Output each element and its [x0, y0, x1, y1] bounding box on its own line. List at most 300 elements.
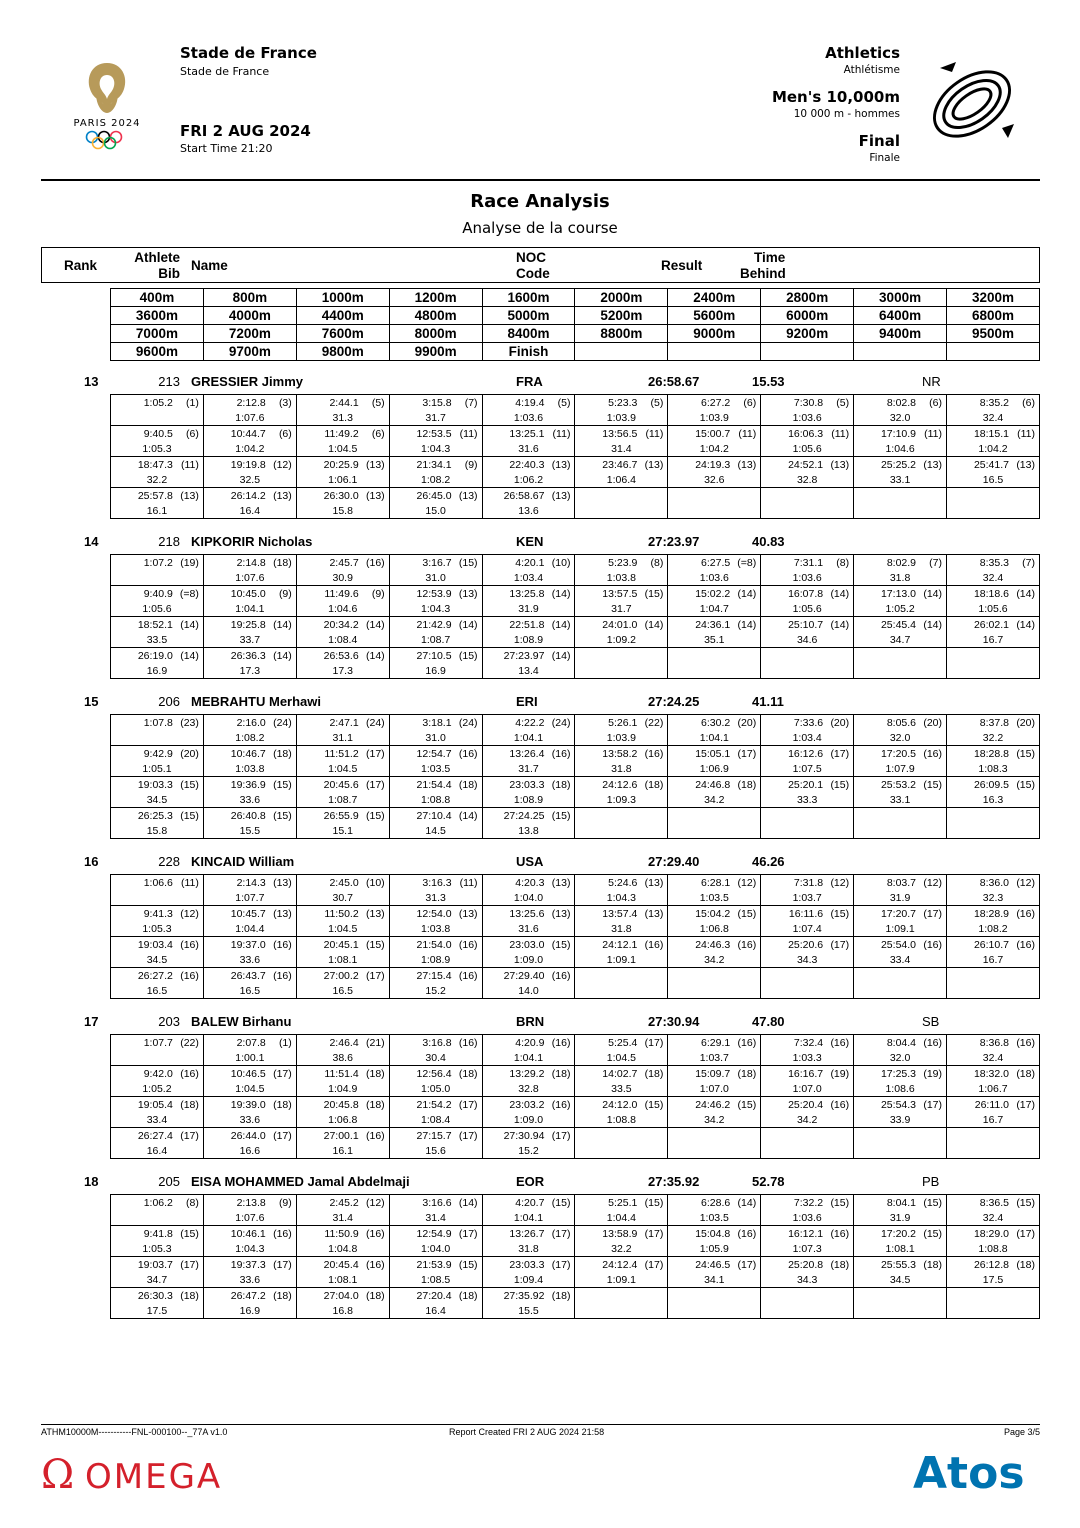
- split-cell-content: [111, 746, 203, 776]
- split-position: (18): [365, 1099, 385, 1111]
- event-name: Men's 10,000m: [771, 88, 900, 106]
- split-position: (14): [551, 619, 571, 631]
- lap-time: 31.6: [518, 443, 539, 455]
- split-position: (20): [923, 717, 943, 729]
- lap-time: 16.5: [146, 985, 168, 997]
- split-position: (15): [923, 1228, 943, 1240]
- atos-logo-text: Atos: [913, 1448, 1025, 1496]
- split-row: [111, 777, 1040, 808]
- split-cell-content: [111, 1066, 203, 1096]
- split-cell: [389, 1195, 482, 1226]
- split-cell: [389, 488, 482, 519]
- split-cell: [482, 426, 575, 457]
- split-time: 13:25.6: [509, 908, 545, 920]
- split-position: (17): [830, 748, 850, 760]
- split-cell-content: [761, 1035, 853, 1065]
- split-cell: [203, 1128, 296, 1159]
- athlete-name: KINCAID William: [191, 854, 295, 869]
- split-cell-content: [761, 586, 853, 616]
- split-cell-content: [390, 617, 482, 647]
- split-cell: [389, 808, 482, 839]
- split-cell-content: [483, 457, 575, 487]
- lap-time: 31.4: [611, 443, 632, 455]
- lap-time: 1:09.0: [513, 1114, 544, 1126]
- split-time: 10:44.7: [230, 428, 266, 440]
- split-cell: [296, 617, 389, 648]
- lap-time: 1:03.5: [421, 763, 451, 775]
- split-position: (14): [923, 619, 943, 631]
- split-position: (14): [365, 619, 385, 631]
- split-position: (16): [458, 748, 478, 760]
- split-cell-content: [204, 555, 296, 585]
- lap-time: 16.9: [146, 665, 168, 677]
- split-time: 15:02.2: [695, 588, 731, 600]
- athlete-block: [0, 1172, 1080, 1322]
- split-position: (8): [836, 557, 850, 569]
- split-cell-content: [390, 586, 482, 616]
- split-cell: [296, 1035, 389, 1066]
- lap-time: 32.2: [982, 732, 1004, 744]
- split-position: (14): [1016, 619, 1035, 631]
- event-name-fr: 10 000 m - hommes: [793, 108, 900, 120]
- split-position: (19): [830, 1068, 850, 1080]
- split-row: [111, 457, 1040, 488]
- split-cell: [389, 746, 482, 777]
- split-position: (16): [180, 939, 199, 951]
- athlete-rank: 15: [84, 694, 99, 709]
- split-cell: [203, 395, 296, 426]
- split-label: [761, 343, 854, 361]
- lap-time: 32.4: [982, 1212, 1004, 1224]
- split-position: (12): [273, 459, 292, 471]
- split-label: 1600m: [482, 289, 575, 307]
- split-time: 27:29.40: [503, 970, 545, 982]
- split-label: 6000m: [761, 307, 854, 325]
- split-cell-content: [575, 555, 667, 585]
- split-cell-content: [111, 715, 203, 745]
- lap-time: 1:08.7: [328, 794, 358, 806]
- lap-time: 34.1: [704, 1274, 725, 1286]
- split-position: (16): [273, 970, 292, 982]
- split-cell-content: [575, 875, 667, 905]
- lap-time: 31.1: [332, 732, 353, 744]
- split-cell-content: [947, 1097, 1039, 1127]
- split-position: (13): [273, 877, 292, 889]
- split-cell-content: [947, 937, 1039, 967]
- split-time: 10:45.0: [230, 588, 266, 600]
- split-time: 25:54.0: [880, 939, 917, 951]
- split-cell-content: [668, 1066, 760, 1096]
- split-cell: [482, 648, 575, 679]
- split-time: 21:34.1: [416, 459, 452, 471]
- split-cell-content: [947, 1257, 1039, 1287]
- split-cell: [296, 746, 389, 777]
- split-cell-content: [854, 937, 946, 967]
- lap-time: 1:03.6: [513, 412, 544, 424]
- split-cell: [761, 937, 854, 968]
- split-position: (15): [644, 588, 664, 600]
- split-position: (14): [830, 619, 850, 631]
- split-cell: [203, 1097, 296, 1128]
- split-cell-content: [483, 586, 575, 616]
- split-cell: [296, 648, 389, 679]
- split-cell-content: [854, 1097, 946, 1127]
- col-noc: NOC: [516, 250, 546, 265]
- header-divider: [41, 179, 1040, 181]
- lap-time: 31.8: [889, 572, 911, 584]
- split-position: (15): [644, 1197, 664, 1209]
- split-cell: [947, 746, 1040, 777]
- lap-time: 1:07.7: [235, 892, 265, 904]
- lap-time: 1:04.8: [328, 1243, 358, 1255]
- split-cell-content: [204, 395, 296, 425]
- split-cell: [482, 937, 575, 968]
- lap-time: 17.5: [982, 1274, 1004, 1286]
- split-cell-content: [390, 488, 482, 518]
- empty-cell: [761, 808, 854, 839]
- lap-time: 1:07.5: [792, 763, 822, 775]
- lap-time: 1:04.9: [328, 1083, 358, 1095]
- split-time: 6:30.2: [701, 717, 731, 729]
- split-time: 24:46.3: [695, 939, 731, 951]
- split-time: 24:46.8: [695, 779, 731, 791]
- footer-divider: [41, 1424, 1040, 1425]
- split-label: 4800m: [389, 307, 482, 325]
- split-time: 18:28.9: [973, 908, 1009, 920]
- split-cell-content: [761, 1226, 853, 1256]
- lap-time: 1:03.9: [606, 412, 636, 424]
- split-row: [111, 617, 1040, 648]
- split-position: (6): [371, 428, 385, 440]
- lap-time: 15.5: [239, 825, 261, 837]
- split-position: (17): [273, 1130, 292, 1142]
- split-cell-content: [947, 586, 1039, 616]
- empty-cell: [854, 1128, 947, 1159]
- split-cell: [668, 906, 761, 937]
- split-cell: [203, 1035, 296, 1066]
- split-position: (13): [923, 459, 943, 471]
- split-cell: [947, 1066, 1040, 1097]
- split-cell-content: [761, 746, 853, 776]
- split-position: (14): [737, 1197, 757, 1209]
- split-cell-content: [297, 777, 389, 807]
- split-position: (13): [830, 459, 850, 471]
- split-position: (9): [464, 459, 478, 471]
- lap-time: 33.1: [889, 474, 911, 486]
- split-time: 26:43.7: [230, 970, 266, 982]
- split-cell-content: [204, 617, 296, 647]
- split-cell-content: [668, 1257, 760, 1287]
- split-position: (16): [1016, 908, 1035, 920]
- split-cell: [575, 906, 668, 937]
- split-cell: [854, 746, 947, 777]
- split-time: 25:20.4: [788, 1099, 824, 1111]
- split-position: (13): [458, 908, 478, 920]
- split-position: (20): [1016, 717, 1035, 729]
- split-label: 7000m: [111, 325, 204, 343]
- split-cell: [111, 426, 204, 457]
- split-cell: [854, 395, 947, 426]
- col-behind: Behind: [740, 266, 786, 281]
- split-position: (16): [180, 970, 199, 982]
- split-label: 8800m: [575, 325, 668, 343]
- split-cell: [668, 1257, 761, 1288]
- split-cell: [203, 715, 296, 746]
- split-time: 1:05.2: [143, 397, 173, 409]
- split-time: 15:04.8: [695, 1228, 731, 1240]
- split-label-row: [111, 343, 1040, 361]
- split-cell-content: [947, 426, 1039, 456]
- lap-time: 34.7: [889, 634, 911, 646]
- lap-time: 1:09.1: [606, 954, 636, 966]
- split-cell-content: [668, 1226, 760, 1256]
- split-label: 9200m: [761, 325, 854, 343]
- athlete-header: [0, 372, 1080, 390]
- split-time: 19:25.8: [230, 619, 266, 631]
- athlete-noc: FRA: [516, 374, 543, 389]
- split-cell-content: [761, 1195, 853, 1225]
- split-cell-content: [390, 457, 482, 487]
- split-time: 27:00.1: [323, 1130, 359, 1142]
- split-time: 26:27.4: [137, 1130, 173, 1142]
- split-position: (15): [180, 810, 199, 822]
- split-cell-content: [111, 808, 203, 838]
- split-cell: [668, 555, 761, 586]
- lap-time: 1:04.2: [978, 443, 1008, 455]
- split-cell: [482, 1226, 575, 1257]
- split-position: (17): [1016, 1099, 1035, 1111]
- lap-time: 34.2: [796, 1114, 818, 1126]
- lap-time: 33.7: [239, 634, 261, 646]
- lap-time: 1:03.8: [606, 572, 636, 584]
- split-cell-content: [668, 1035, 760, 1065]
- split-cell: [111, 586, 204, 617]
- split-time: 2:44.1: [329, 397, 359, 409]
- split-cell: [389, 777, 482, 808]
- lap-time: 1:06.2: [513, 474, 544, 486]
- split-position: (24): [551, 717, 571, 729]
- split-time: 21:54.0: [416, 939, 452, 951]
- split-cell: [111, 555, 204, 586]
- split-position: (=8): [737, 557, 757, 569]
- split-position: (16): [551, 970, 571, 982]
- athlete-bib: 203: [158, 1014, 180, 1029]
- split-cell-content: [297, 937, 389, 967]
- split-cell: [203, 1066, 296, 1097]
- split-time: 13:56.5: [602, 428, 638, 440]
- empty-cell: [668, 648, 761, 679]
- split-time: 26:14.2: [230, 490, 266, 502]
- split-cell: [761, 1097, 854, 1128]
- split-position: (15): [830, 1197, 850, 1209]
- split-time: 1:06.6: [143, 877, 173, 889]
- split-cell-content: [390, 426, 482, 456]
- split-cell-content: [854, 715, 946, 745]
- lap-time: 1:08.8: [606, 1114, 636, 1126]
- split-cell-content: [297, 906, 389, 936]
- lap-time: 16.7: [982, 954, 1004, 966]
- split-row: [111, 746, 1040, 777]
- split-time: 20:34.2: [323, 619, 359, 631]
- split-position: (13): [180, 490, 199, 502]
- split-position: (17): [644, 1037, 664, 1049]
- split-cell: [761, 555, 854, 586]
- athlete-block: [0, 1012, 1080, 1162]
- split-label: 8400m: [482, 325, 575, 343]
- split-cell: [761, 1035, 854, 1066]
- athlete-split-table: [110, 554, 1040, 679]
- split-cell-content: [204, 1066, 296, 1096]
- empty-cell: [668, 488, 761, 519]
- split-time: 4:20.1: [515, 557, 545, 569]
- split-cell: [203, 555, 296, 586]
- split-cell: [947, 1257, 1040, 1288]
- empty-cell: [761, 1128, 854, 1159]
- split-cell: [203, 1257, 296, 1288]
- split-cell-content: [297, 395, 389, 425]
- split-label-row: [111, 307, 1040, 325]
- lap-time: 1:05.1: [142, 763, 172, 775]
- split-time: 26:12.8: [973, 1259, 1009, 1271]
- split-cell: [575, 586, 668, 617]
- athlete-bib: 228: [158, 854, 180, 869]
- lap-time: 16.9: [239, 1305, 261, 1317]
- split-cell: [854, 1195, 947, 1226]
- split-time: 26:10.7: [973, 939, 1009, 951]
- split-cell: [761, 906, 854, 937]
- lap-time: 1:03.5: [699, 1212, 729, 1224]
- lap-time: 34.5: [889, 1274, 911, 1286]
- split-label: 8000m: [389, 325, 482, 343]
- lap-time: 1:09.2: [606, 634, 636, 646]
- split-time: 2:45.2: [329, 1197, 359, 1209]
- split-time: 27:35.92: [503, 1290, 545, 1302]
- split-label: 9500m: [947, 325, 1040, 343]
- split-time: 9:40.5: [143, 428, 173, 440]
- split-cell-content: [854, 426, 946, 456]
- lap-time: 32.6: [704, 474, 725, 486]
- split-cell: [854, 586, 947, 617]
- split-time: 13:57.4: [602, 908, 638, 920]
- lap-time: 31.6: [518, 923, 539, 935]
- split-position: (14): [458, 810, 478, 822]
- lap-time: 31.4: [332, 1212, 353, 1224]
- athlete-result: 27:30.94: [648, 1014, 700, 1029]
- split-position: (16): [365, 1130, 385, 1142]
- split-cell-content: [668, 586, 760, 616]
- split-position: (18): [180, 1099, 199, 1111]
- split-cell: [389, 1288, 482, 1319]
- split-cell-content: [575, 1066, 667, 1096]
- split-cell: [389, 1128, 482, 1159]
- split-position: (6): [186, 428, 199, 440]
- venue-subtitle: Stade de France: [180, 65, 270, 78]
- split-label: 6800m: [947, 307, 1040, 325]
- split-position: (15): [273, 779, 292, 791]
- lap-time: 1:06.8: [699, 923, 729, 935]
- col-result: Result: [661, 258, 703, 273]
- split-time: 5:24.6: [608, 877, 638, 889]
- athlete-noc: ERI: [516, 694, 538, 709]
- empty-cell: [854, 968, 947, 999]
- lap-time: 33.5: [146, 634, 168, 646]
- athlete-noc: EOR: [516, 1174, 545, 1189]
- split-cell: [668, 777, 761, 808]
- split-time: 20:25.9: [323, 459, 359, 471]
- split-time: 26:47.2: [230, 1290, 266, 1302]
- split-time: 11:50.9: [324, 1228, 359, 1240]
- split-cell-content: [390, 1288, 482, 1318]
- split-cell-content: [204, 875, 296, 905]
- split-position: (16): [923, 939, 943, 951]
- lap-time: 32.5: [239, 474, 261, 486]
- lap-time: 33.6: [239, 1114, 261, 1126]
- split-position: (17): [923, 908, 943, 920]
- split-cell: [668, 395, 761, 426]
- split-cell: [947, 586, 1040, 617]
- split-position: (17): [1016, 1228, 1035, 1240]
- split-cell: [482, 1288, 575, 1319]
- split-cell: [111, 1288, 204, 1319]
- split-cell: [203, 1226, 296, 1257]
- split-label: [854, 343, 947, 361]
- split-time: 11:49.6: [324, 588, 359, 600]
- split-cell: [389, 906, 482, 937]
- split-cell-content: [668, 875, 760, 905]
- lap-time: 14.0: [518, 985, 539, 997]
- split-distance-table: [110, 288, 1040, 361]
- split-cell: [111, 617, 204, 648]
- split-position: (5): [836, 397, 850, 409]
- split-cell-content: [297, 1288, 389, 1318]
- split-cell: [296, 1288, 389, 1319]
- lap-time: 33.1: [889, 794, 911, 806]
- split-cell: [296, 457, 389, 488]
- split-position: (19): [923, 1068, 943, 1080]
- split-time: 27:15.4: [416, 970, 452, 982]
- split-position: (15): [923, 779, 943, 791]
- split-cell: [296, 1226, 389, 1257]
- lap-time: 1:05.0: [421, 1083, 451, 1095]
- split-position: (18): [458, 1068, 478, 1080]
- split-time: 5:25.1: [608, 1197, 638, 1209]
- split-position: (16): [365, 1228, 385, 1240]
- split-time: 26:53.6: [323, 650, 359, 662]
- lap-time: 1:05.2: [885, 603, 915, 615]
- split-position: (18): [737, 1068, 757, 1080]
- split-cell: [296, 488, 389, 519]
- split-time: 17:20.7: [880, 908, 917, 920]
- lap-time: 14.5: [425, 825, 446, 837]
- split-time: 8:36.8: [979, 1037, 1009, 1049]
- split-cell-content: [854, 906, 946, 936]
- lap-time: 17.3: [332, 665, 353, 677]
- split-position: (22): [180, 1037, 199, 1049]
- lap-time: 33.6: [239, 954, 261, 966]
- split-cell: [668, 457, 761, 488]
- split-cell: [482, 746, 575, 777]
- lap-time: 15.5: [518, 1305, 539, 1317]
- split-cell-content: [761, 617, 853, 647]
- lap-time: 17.5: [146, 1305, 168, 1317]
- split-cell: [761, 395, 854, 426]
- split-cell: [575, 1097, 668, 1128]
- split-position: (16): [737, 939, 757, 951]
- empty-cell: [854, 808, 947, 839]
- split-cell-content: [390, 395, 482, 425]
- split-position: (17): [365, 970, 385, 982]
- split-time: 20:45.8: [323, 1099, 359, 1111]
